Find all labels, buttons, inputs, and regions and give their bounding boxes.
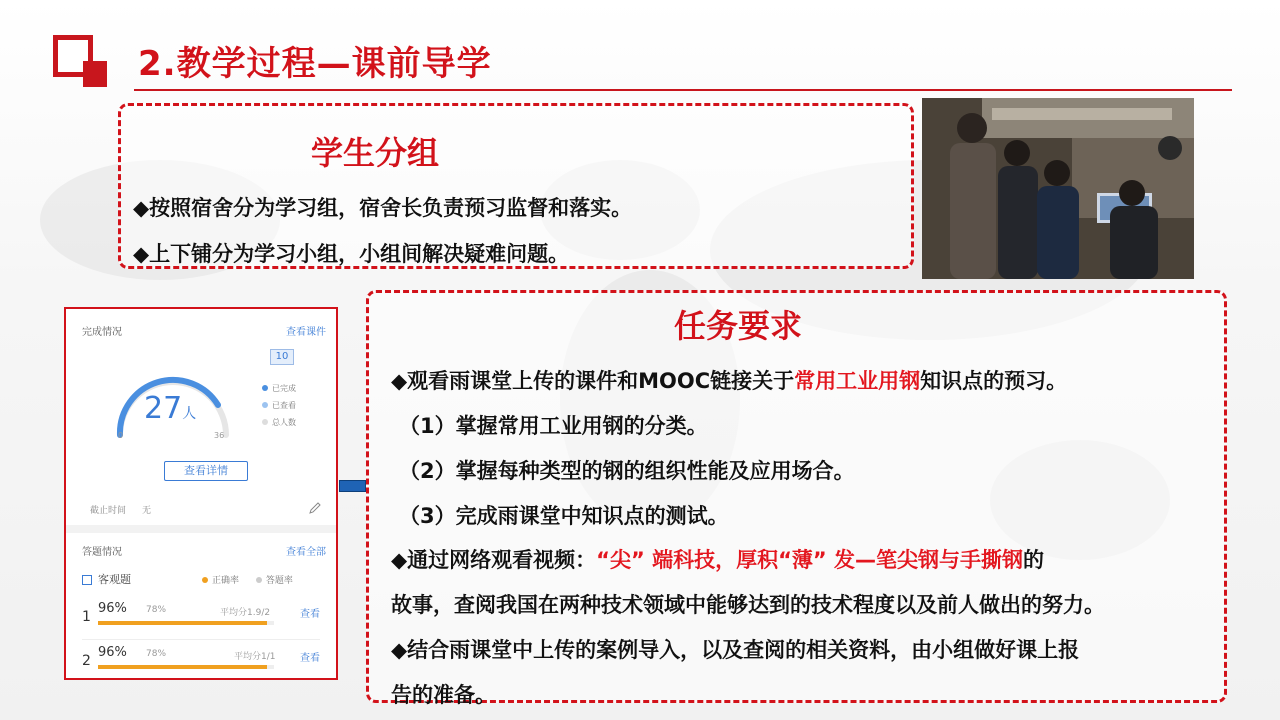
section-divider [66, 525, 336, 533]
task-line-1-end: 知识点的预习。 [920, 369, 1068, 393]
task-line-1 [391, 365, 1067, 395]
question-number: 2 [82, 653, 91, 669]
question-accuracy: 96% [98, 645, 127, 660]
completion-count [144, 391, 196, 426]
objective-row [82, 571, 131, 587]
notification-badge: 10 [270, 349, 294, 365]
task-line-5-text: ◆通过网络观看视频： [391, 548, 597, 572]
question-row[interactable] [66, 597, 336, 637]
objective-label: 客观题 [98, 573, 131, 586]
task-box [366, 290, 1227, 707]
gauge-legend [262, 383, 296, 428]
accuracy-dot-icon [202, 577, 208, 583]
answer-rate-dot-icon [256, 577, 262, 583]
title-underline [134, 89, 1232, 91]
task-sub-3: （3）完成雨课堂中知识点的测试。 [399, 504, 729, 528]
title-square-icon [53, 35, 103, 87]
task-line-7: ◆结合雨课堂中上传的案例导入，以及查阅的相关资料，由小组做好课上报 [391, 638, 1080, 662]
task-line-5 [391, 544, 1044, 574]
question-progress-fill [98, 621, 267, 625]
task-line-6: 故事，查阅我国在两种技术领域中能够达到的技术程度以及前人做出的努力。 [391, 593, 1105, 617]
legend-total: 总人数 [272, 418, 296, 427]
question-view-link[interactable]: 查看 [300, 653, 320, 664]
deadline-value: 无 [142, 506, 152, 516]
task-line-1-text: ◆观看雨课堂上传的课件和MOOC链接关于 [391, 369, 795, 393]
total-dot-icon [262, 419, 268, 425]
question-row[interactable] [66, 641, 336, 680]
rain-classroom-panel [64, 307, 338, 680]
legend-answer-rate: 答题率 [265, 576, 293, 586]
view-courseware-link[interactable]: 查看课件 [286, 327, 326, 338]
task-line-1-highlight: 常用工业用钢 [794, 369, 921, 393]
task-sub-2: （2）掌握每种类型的钢的组织性能及应用场合。 [399, 459, 855, 483]
grouping-item-2: ◆上下铺分为学习小组，小组间解决疑难问题。 [133, 242, 570, 266]
row-divider [82, 639, 320, 640]
objective-icon [82, 575, 92, 585]
question-average: 平均分1.9/2 [220, 608, 271, 618]
completion-label: 完成情况 [82, 327, 122, 338]
question-accuracy: 96% [98, 601, 127, 616]
task-line-5-highlight: “尖” 端科技，厚积“薄” 发—笔尖钢与手撕钢 [596, 548, 1023, 572]
legend-viewed: 已查看 [272, 401, 296, 410]
task-line-5-end: 的 [1022, 548, 1044, 572]
task-sub-1: （1）掌握常用工业用钢的分类。 [399, 414, 708, 438]
task-heading: 任务要求 [674, 307, 803, 345]
question-view-link[interactable]: 查看 [300, 609, 320, 620]
task-line-8: 告的准备。 [391, 683, 496, 707]
edit-pencil-icon[interactable] [308, 501, 322, 515]
question-average: 平均分1/1 [234, 652, 276, 662]
gauge-max: 36 [214, 431, 225, 440]
grouping-item-1: ◆按照宿舍分为学习组，宿舍长负责预习监督和落实。 [133, 196, 633, 220]
question-number: 1 [82, 609, 91, 625]
question-progress-fill [98, 665, 267, 669]
view-details-button[interactable]: 查看详情 [164, 461, 248, 481]
question-answer-rate: 78% [146, 649, 167, 659]
answers-legend [202, 573, 293, 586]
count-unit: 人 [182, 406, 197, 422]
count-number: 27 [144, 391, 183, 426]
legend-accuracy: 正确率 [212, 576, 240, 586]
legend-completed: 已完成 [272, 384, 296, 393]
viewed-dot-icon [262, 402, 268, 408]
grouping-heading: 学生分组 [311, 134, 440, 172]
completed-dot-icon [262, 385, 268, 391]
grouping-box [118, 103, 914, 269]
slide-title: 2.教学过程—课前导学 [138, 44, 492, 84]
view-all-link[interactable]: 查看全部 [286, 547, 326, 558]
deadline-label: 截止时间 [90, 506, 127, 516]
question-answer-rate: 78% [146, 605, 167, 615]
gauge-min: 0 [118, 431, 124, 440]
answers-label: 答题情况 [82, 547, 122, 558]
connector-marker [339, 480, 366, 492]
students-photo [922, 98, 1194, 279]
